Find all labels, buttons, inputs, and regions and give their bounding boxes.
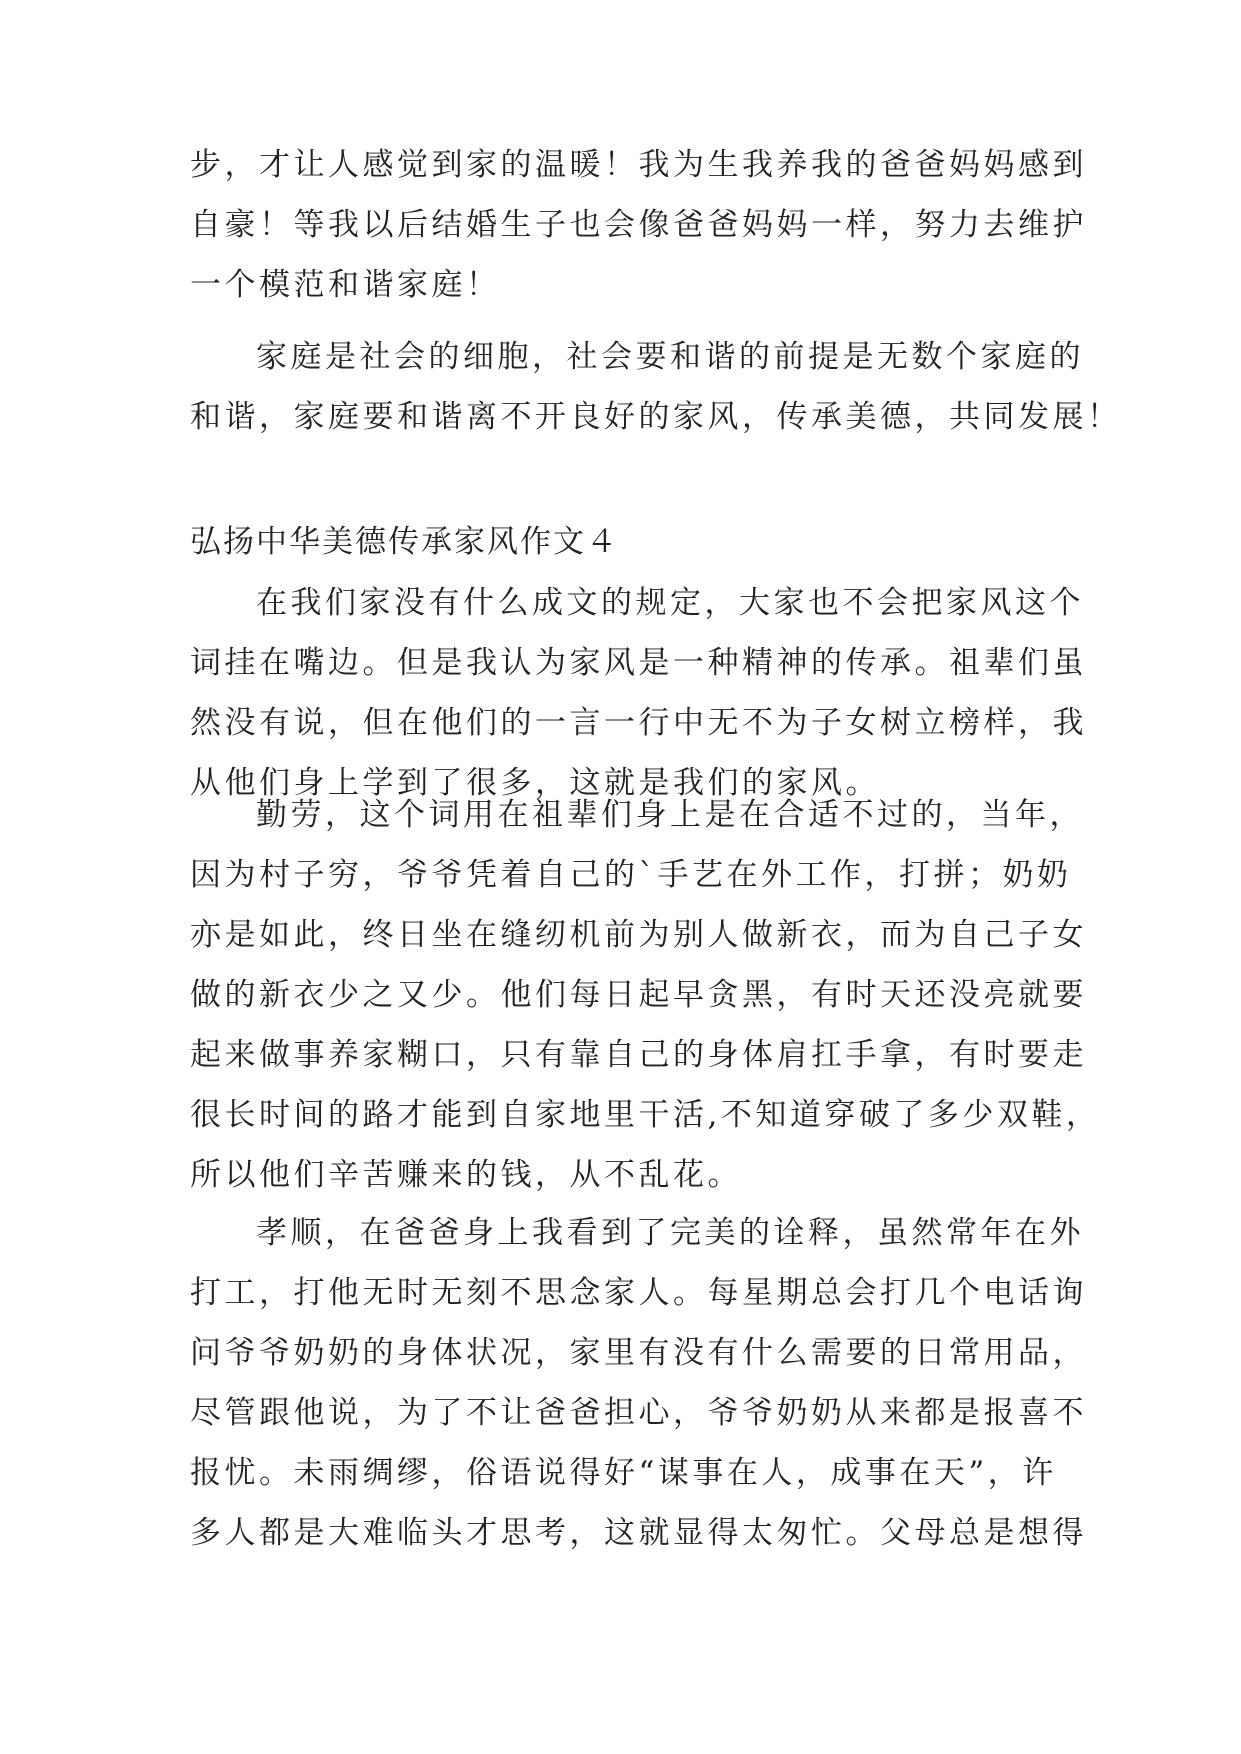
text-line: 家庭是社会的细胞，社会要和谐的前提是无数个家庭的 — [256, 339, 1084, 375]
text-line: 亦是如此，终日坐在缝纫机前为别人做新衣，而为自己子女 — [190, 917, 1087, 953]
paragraph-family-harmony — [190, 327, 1122, 447]
text-line: 然没有说，但在他们的一言一行中无不为子女树立榜样，我 — [190, 705, 1087, 741]
text-line: 很长时间的路才能到自家地里干活,不知道穿破了多少双鞋， — [190, 1097, 1101, 1133]
paragraph — [190, 327, 1122, 447]
text-line: 多人都是大难临头才思考，这就显得太匆忙。父母总是想得 — [190, 1515, 1087, 1551]
text-line: 步，才让人感觉到家的温暖！我为生我养我的爸爸妈妈感到 — [190, 147, 1087, 183]
text-line: 打工，打他无时无刻不思念家人。每星期总会打几个电话询 — [190, 1275, 1087, 1311]
text-line: 问爷爷奶奶的身体状况，家里有没有什么需要的日常用品， — [190, 1335, 1087, 1371]
paragraph-filial-piety — [190, 1203, 1087, 1563]
text-line: 在我们家没有什么成文的规定，大家也不会把家风这个 — [256, 585, 1084, 621]
text-line: 一个模范和谐家庭！ — [190, 267, 501, 303]
text-line: 自豪！等我以后结婚生子也会像爸爸妈妈一样，努力去维护 — [190, 207, 1087, 243]
text-line: 因为村子穷，爷爷凭着自己的`手艺在外工作，打拼；奶奶 — [190, 857, 1072, 893]
text-line: 孝顺，在爸爸身上我看到了完美的诠释，虽然常年在外 — [256, 1215, 1084, 1251]
paragraph — [190, 135, 1087, 315]
text-line: 勤劳，这个词用在祖辈们身上是在合适不过的，当年， — [256, 797, 1084, 833]
paragraph-intro — [190, 573, 1087, 813]
text-line: 和谐，家庭要和谐离不开良好的家风，传承美德，共同发展！ — [190, 399, 1122, 435]
section-heading — [190, 512, 1050, 572]
text-line: 起来做事养家糊口，只有靠自己的身体肩扛手拿，有时要走 — [190, 1037, 1087, 1073]
paragraph — [190, 785, 1101, 1205]
text-line: 报忧。未雨绸缪，俗语说得好“谋事在人，成事在天”，许 — [190, 1455, 1057, 1491]
paragraph-continuation — [190, 135, 1087, 315]
paragraph-diligence — [190, 785, 1101, 1205]
paragraph — [190, 573, 1087, 813]
text-line: 尽管跟他说，为了不让爸爸担心，爷爷奶奶从来都是报喜不 — [190, 1395, 1087, 1431]
text-line: 从他们身上学到了很多，这就是我们的家风。 — [190, 765, 880, 801]
text-line: 所以他们辛苦赚来的钱，从不乱花。 — [190, 1157, 742, 1193]
paragraph — [190, 1203, 1087, 1563]
text-line: 做的新衣少之又少。他们每日起早贪黑，有时天还没亮就要 — [190, 977, 1087, 1013]
essay-title: 弘扬中华美德传承家风作文４ — [190, 524, 619, 560]
text-line: 词挂在嘴边。但是我认为家风是一种精神的传承。祖辈们虽 — [190, 645, 1087, 681]
